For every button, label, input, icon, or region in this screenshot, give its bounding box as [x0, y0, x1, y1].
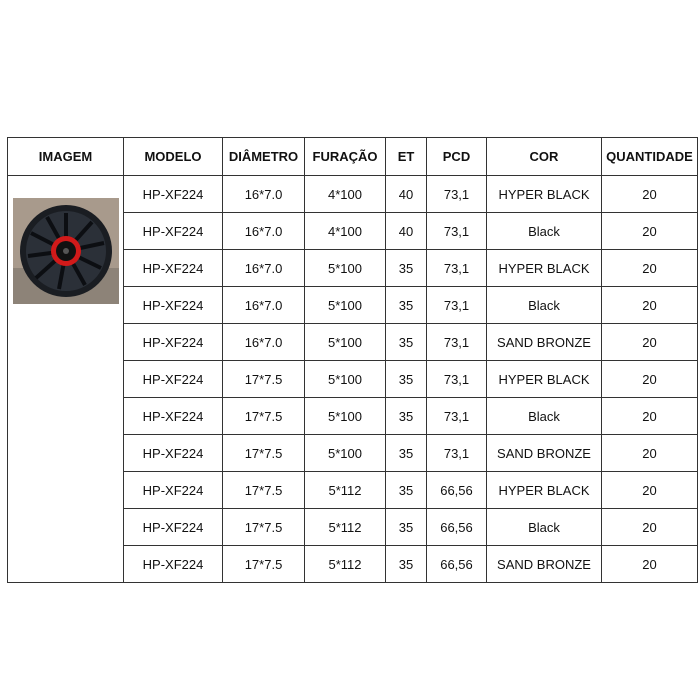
cell-cor: SAND BRONZE	[487, 435, 602, 472]
cell-cor: HYPER BLACK	[487, 176, 602, 213]
cell-modelo: HP-XF224	[124, 250, 223, 287]
cell-furacao: 4*100	[305, 176, 386, 213]
header-pcd: PCD	[427, 138, 487, 176]
cell-et: 35	[386, 324, 427, 361]
cell-et: 35	[386, 361, 427, 398]
cell-furacao: 5*100	[305, 435, 386, 472]
cell-modelo: HP-XF224	[124, 287, 223, 324]
cell-quantidade: 20	[602, 509, 698, 546]
cell-modelo: HP-XF224	[124, 324, 223, 361]
cell-quantidade: 20	[602, 361, 698, 398]
cell-pcd: 73,1	[427, 287, 487, 324]
header-et: ET	[386, 138, 427, 176]
header-row	[8, 138, 698, 176]
cell-diametro: 16*7.0	[223, 176, 305, 213]
alloy-wheel-photo-icon	[13, 198, 119, 304]
cell-cor: Black	[487, 287, 602, 324]
cell-cor: SAND BRONZE	[487, 324, 602, 361]
cell-et: 40	[386, 213, 427, 250]
cell-quantidade: 20	[602, 472, 698, 509]
header-quantidade: QUANTIDADE	[602, 138, 698, 176]
cell-furacao: 5*112	[305, 472, 386, 509]
cell-cor: HYPER BLACK	[487, 472, 602, 509]
cell-et: 35	[386, 398, 427, 435]
cell-modelo: HP-XF224	[124, 176, 223, 213]
cell-furacao: 5*112	[305, 546, 386, 583]
cell-cor: HYPER BLACK	[487, 250, 602, 287]
cell-quantidade: 20	[602, 176, 698, 213]
cell-diametro: 17*7.5	[223, 398, 305, 435]
cell-modelo: HP-XF224	[124, 472, 223, 509]
header-diametro: DIÂMETRO	[223, 138, 305, 176]
cell-et: 40	[386, 176, 427, 213]
cell-pcd: 73,1	[427, 213, 487, 250]
cell-quantidade: 20	[602, 287, 698, 324]
header-furacao: FURAÇÃO	[305, 138, 386, 176]
cell-cor: Black	[487, 509, 602, 546]
cell-pcd: 66,56	[427, 509, 487, 546]
cell-quantidade: 20	[602, 213, 698, 250]
cell-cor: HYPER BLACK	[487, 361, 602, 398]
cell-furacao: 5*100	[305, 250, 386, 287]
cell-furacao: 5*100	[305, 361, 386, 398]
cell-pcd: 73,1	[427, 176, 487, 213]
cell-et: 35	[386, 509, 427, 546]
cell-cor: Black	[487, 398, 602, 435]
cell-pcd: 73,1	[427, 398, 487, 435]
cell-cor: SAND BRONZE	[487, 546, 602, 583]
cell-quantidade: 20	[602, 435, 698, 472]
header-modelo: MODELO	[124, 138, 223, 176]
cell-quantidade: 20	[602, 546, 698, 583]
cell-furacao: 4*100	[305, 213, 386, 250]
cell-pcd: 66,56	[427, 546, 487, 583]
cell-modelo: HP-XF224	[124, 398, 223, 435]
cell-modelo: HP-XF224	[124, 213, 223, 250]
image-cell	[8, 176, 124, 583]
cell-furacao: 5*100	[305, 398, 386, 435]
cell-furacao: 5*100	[305, 287, 386, 324]
cell-diametro: 16*7.0	[223, 213, 305, 250]
cell-pcd: 73,1	[427, 435, 487, 472]
cell-cor: Black	[487, 213, 602, 250]
cell-et: 35	[386, 287, 427, 324]
table-row	[8, 176, 698, 213]
cell-modelo: HP-XF224	[124, 361, 223, 398]
cell-modelo: HP-XF224	[124, 509, 223, 546]
cell-diametro: 17*7.5	[223, 361, 305, 398]
cell-diametro: 16*7.0	[223, 287, 305, 324]
header-cor: COR	[487, 138, 602, 176]
cell-pcd: 73,1	[427, 324, 487, 361]
cell-modelo: HP-XF224	[124, 435, 223, 472]
cell-quantidade: 20	[602, 250, 698, 287]
cell-diametro: 16*7.0	[223, 324, 305, 361]
cell-et: 35	[386, 435, 427, 472]
cell-modelo: HP-XF224	[124, 546, 223, 583]
cell-pcd: 73,1	[427, 361, 487, 398]
cell-quantidade: 20	[602, 324, 698, 361]
cell-furacao: 5*112	[305, 509, 386, 546]
cell-et: 35	[386, 250, 427, 287]
cell-diametro: 17*7.5	[223, 546, 305, 583]
cell-diametro: 16*7.0	[223, 250, 305, 287]
cell-furacao: 5*100	[305, 324, 386, 361]
cell-quantidade: 20	[602, 398, 698, 435]
header-imagem: IMAGEM	[8, 138, 124, 176]
cell-pcd: 66,56	[427, 472, 487, 509]
cell-pcd: 73,1	[427, 250, 487, 287]
cell-et: 35	[386, 472, 427, 509]
spec-table	[7, 137, 698, 583]
cell-diametro: 17*7.5	[223, 435, 305, 472]
cell-et: 35	[386, 546, 427, 583]
cell-diametro: 17*7.5	[223, 509, 305, 546]
cell-diametro: 17*7.5	[223, 472, 305, 509]
